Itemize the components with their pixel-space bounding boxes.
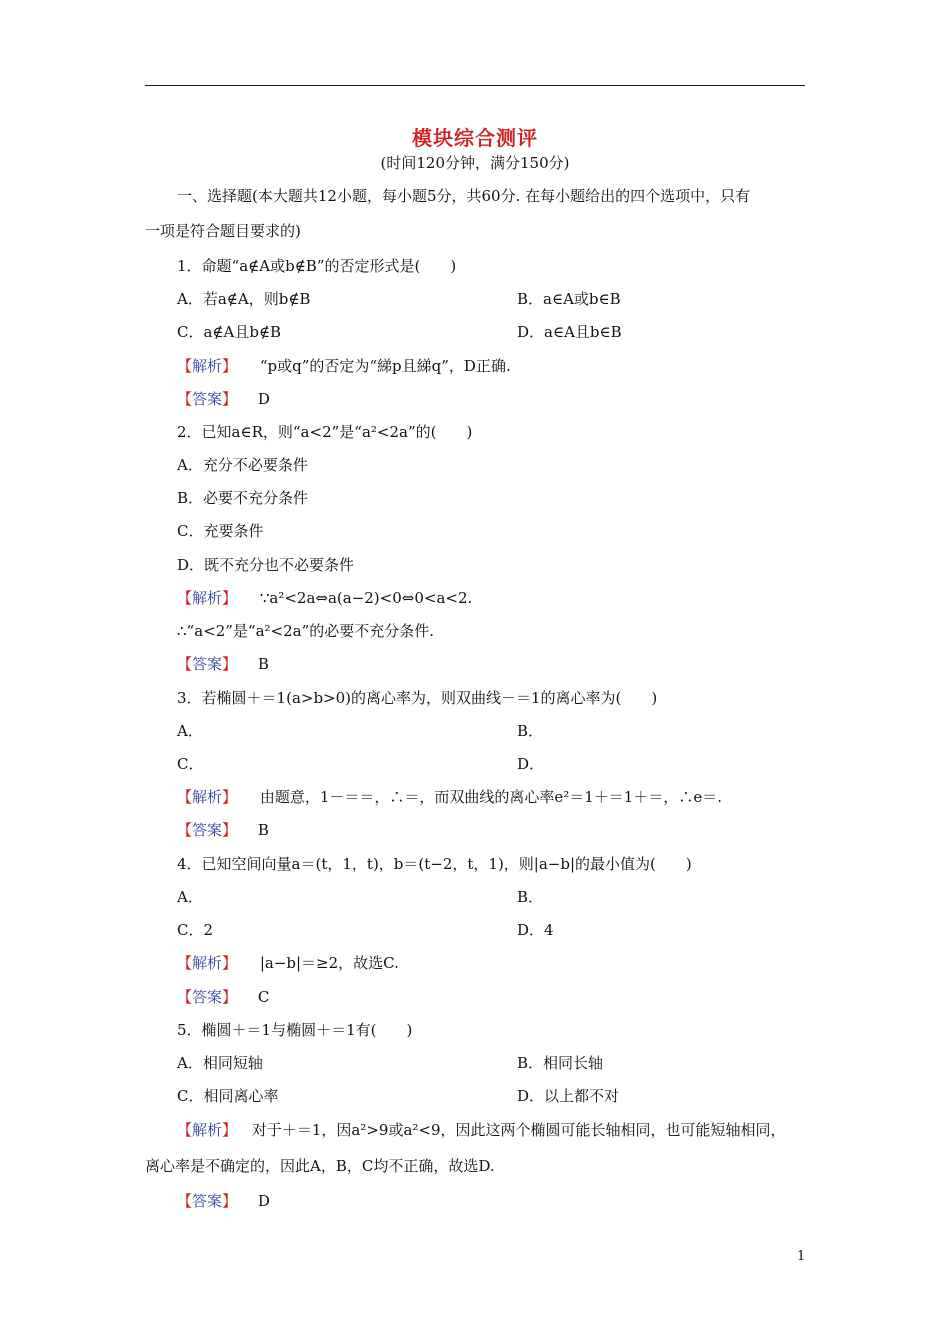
analysis-label: 解析 bbox=[192, 1121, 223, 1139]
analysis-bracket-open: 【 bbox=[177, 788, 193, 806]
answer-bracket-close: 】 bbox=[222, 821, 238, 839]
answer-value: B bbox=[257, 655, 269, 673]
analysis-label: 解析 bbox=[192, 788, 223, 806]
question-5-analysis-line-2: 离心率是不确定的，因此A，B，C均不正确，故选D. bbox=[145, 1157, 495, 1175]
intro-line-1: 一、选择题(本大题共12小题，每小题5分，共60分. 在每小题给出的四个选项中，只有 bbox=[177, 187, 751, 205]
question-2-answer bbox=[177, 654, 269, 674]
analysis-text: ∵a²<2a⇔a(a−2)<0⇔0<a<2. bbox=[259, 589, 473, 607]
question-2-option-a: A．充分不必要条件 bbox=[177, 456, 308, 474]
answer-value: B bbox=[257, 821, 269, 839]
question-1-stem: 1．命题“a∉A或b∉B”的否定形式是( ) bbox=[177, 257, 457, 275]
analysis-bracket-open: 【 bbox=[177, 357, 193, 375]
answer-bracket-close: 】 bbox=[222, 390, 238, 408]
question-2-analysis bbox=[177, 588, 472, 608]
question-1-option-a: A．若a∉A，则b∉B bbox=[177, 290, 311, 308]
question-4-option-d: D．4 bbox=[517, 921, 554, 939]
analysis-bracket-close: 】 bbox=[222, 589, 238, 607]
question-4-option-a: A． bbox=[177, 888, 203, 906]
question-3-option-c: C． bbox=[177, 755, 204, 773]
question-5-answer bbox=[177, 1191, 270, 1211]
intro-line-2: 一项是符合题目要求的) bbox=[145, 222, 301, 240]
question-1-answer bbox=[177, 389, 270, 409]
answer-value: C bbox=[257, 988, 270, 1006]
question-2-analysis-line-2: ∴“a<2”是“a²<2a”的必要不充分条件. bbox=[177, 622, 435, 640]
answer-label: 答案 bbox=[192, 655, 223, 673]
analysis-text: |a−b|＝≥2，故选C. bbox=[259, 954, 399, 972]
question-4-analysis bbox=[177, 953, 399, 973]
analysis-bracket-close: 】 bbox=[222, 954, 238, 972]
answer-value: D bbox=[257, 390, 270, 408]
answer-bracket-open: 【 bbox=[177, 821, 193, 839]
answer-label: 答案 bbox=[192, 988, 223, 1006]
answer-bracket-open: 【 bbox=[177, 390, 193, 408]
answer-bracket-open: 【 bbox=[177, 988, 193, 1006]
answer-value: D bbox=[257, 1192, 270, 1210]
answer-label: 答案 bbox=[192, 821, 223, 839]
page-title: 模块综合测评 bbox=[412, 126, 538, 150]
header-rule bbox=[145, 85, 805, 86]
question-2-option-c: C．充要条件 bbox=[177, 522, 264, 540]
answer-bracket-open: 【 bbox=[177, 655, 193, 673]
analysis-label: 解析 bbox=[192, 589, 223, 607]
question-1-option-c: C．a∉A且b∉B bbox=[177, 323, 282, 341]
question-5-analysis bbox=[177, 1120, 786, 1140]
question-5-option-c: C．相同离心率 bbox=[177, 1087, 279, 1105]
analysis-label: 解析 bbox=[192, 954, 223, 972]
analysis-bracket-close: 】 bbox=[222, 1121, 238, 1139]
analysis-label: 解析 bbox=[192, 357, 223, 375]
question-4-answer bbox=[177, 987, 269, 1007]
analysis-text: “p或q”的否定为“綈p且綈q”，D正确. bbox=[259, 357, 511, 375]
question-4-option-b: B． bbox=[517, 888, 544, 906]
question-2-option-b: B．必要不充分条件 bbox=[177, 489, 309, 507]
question-2-stem: 2．已知a∈R，则“a<2”是“a²<2a”的( ) bbox=[177, 423, 473, 441]
analysis-bracket-open: 【 bbox=[177, 589, 193, 607]
question-1-option-b: B．a∈A或b∈B bbox=[517, 290, 621, 308]
analysis-bracket-open: 【 bbox=[177, 954, 193, 972]
question-5-option-b: B．相同长轴 bbox=[517, 1054, 604, 1072]
question-3-analysis bbox=[177, 787, 722, 807]
question-3-answer bbox=[177, 820, 269, 840]
question-3-option-b: B． bbox=[517, 722, 544, 740]
analysis-text: 对于＋＝1，因a²>9或a²<9，因此这两个椭圆可能长轴相同，也可能短轴相同， bbox=[251, 1121, 786, 1139]
question-3-stem: 3．若椭圆＋＝1(a>b>0)的离心率为，则双曲线－＝1的离心率为( ) bbox=[177, 689, 658, 707]
answer-bracket-close: 】 bbox=[222, 1192, 238, 1210]
question-4-option-c: C．2 bbox=[177, 921, 214, 939]
analysis-bracket-close: 】 bbox=[222, 788, 238, 806]
answer-bracket-close: 】 bbox=[222, 655, 238, 673]
answer-label: 答案 bbox=[192, 1192, 223, 1210]
analysis-bracket-close: 】 bbox=[222, 357, 238, 375]
question-3-option-a: A． bbox=[177, 722, 203, 740]
question-4-stem: 4．已知空间向量a＝(t，1，t)，b＝(t−2，t，1)，则|a−b|的最小值为( ) bbox=[177, 855, 692, 873]
page-number: 1 bbox=[797, 1249, 806, 1264]
answer-label: 答案 bbox=[192, 390, 223, 408]
question-1-analysis bbox=[177, 356, 511, 376]
question-5-option-a: A．相同短轴 bbox=[177, 1054, 263, 1072]
answer-bracket-open: 【 bbox=[177, 1192, 193, 1210]
answer-bracket-close: 】 bbox=[222, 988, 238, 1006]
page-subtitle: (时间120分钟，满分150分) bbox=[380, 154, 570, 172]
question-1-option-d: D．a∈A且b∈B bbox=[517, 323, 622, 341]
question-5-option-d: D．以上都不对 bbox=[517, 1087, 620, 1105]
question-2-option-d: D．既不充分也不必要条件 bbox=[177, 556, 355, 574]
analysis-text: 由题意，1－＝＝，∴＝，而双曲线的离心率e²＝1＋＝1＋＝，∴e＝. bbox=[259, 788, 722, 806]
question-3-option-d: D． bbox=[517, 755, 545, 773]
question-5-stem: 5．椭圆＋＝1与椭圆＋＝1有( ) bbox=[177, 1021, 413, 1039]
analysis-bracket-open: 【 bbox=[177, 1121, 193, 1139]
